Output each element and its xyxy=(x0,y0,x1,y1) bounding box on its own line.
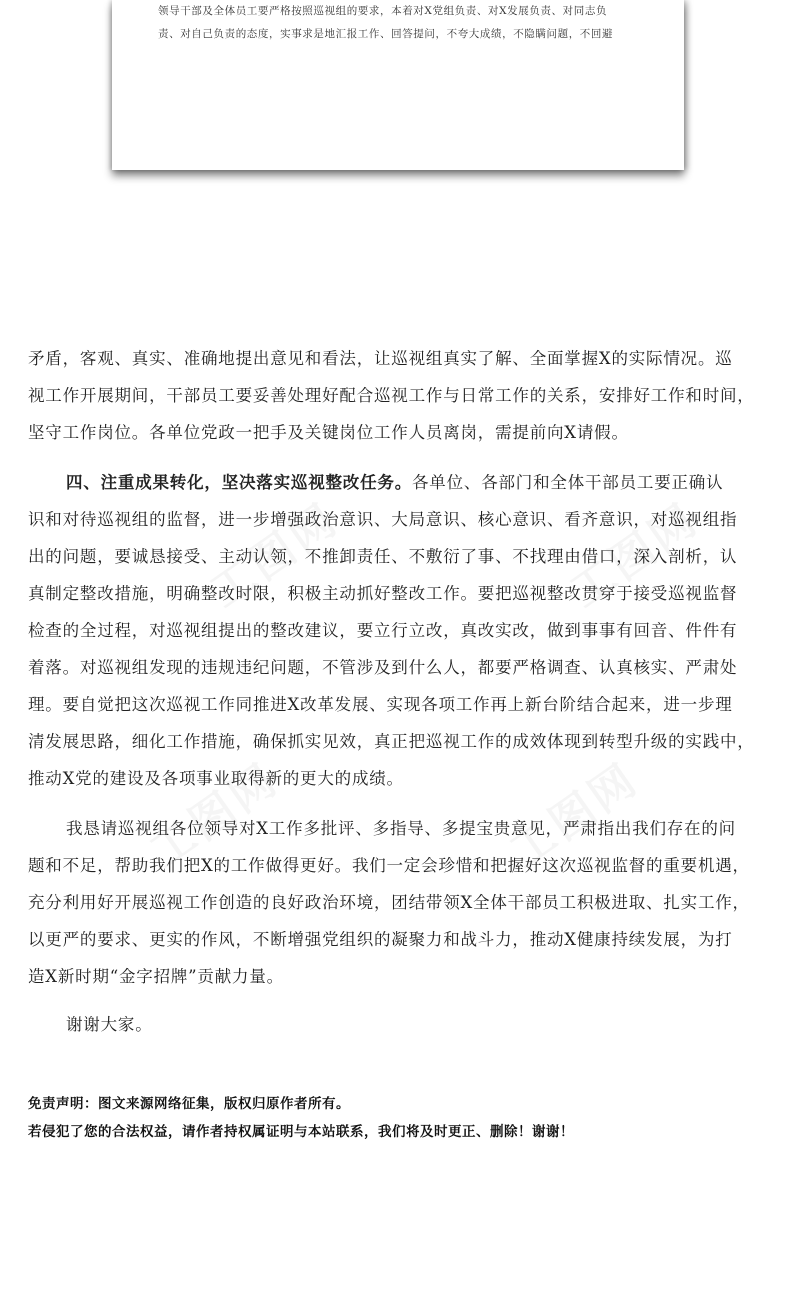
closing-line: 谢谢大家。 xyxy=(66,1015,153,1034)
disclaimer-line: 免责声明：图文来源网络征集，版权归原作者所有。 xyxy=(28,1096,350,1112)
text-line: 矛盾，客观、真实、准确地提出意见和看法，让巡视组真实了解、全面掌握X的实际情况。巡 xyxy=(28,349,733,368)
paragraph xyxy=(28,810,750,995)
paragraph xyxy=(28,464,755,797)
text-line: 坚守工作岗位。各单位党政一把手及关键岗位工作人员离岗，需提前向X请假。 xyxy=(28,423,629,442)
text-line: 推动X党的建设及各项事业取得新的更大的成绩。 xyxy=(28,769,404,788)
text-line xyxy=(28,464,755,501)
text-line: 检查的全过程，对巡视组提出的整改建议，要立行立改，真改实改，做到事事有回音、件件有 xyxy=(28,621,738,640)
paragraph xyxy=(28,340,755,451)
section-heading: 四、注重成果转化，坚决落实巡视整改任务。 xyxy=(66,473,412,492)
text-line: 理。要自觉把这次巡视工作同推进X改革发展、实现各项工作再上新台阶结合起来，进一步理 xyxy=(28,695,733,714)
disclaimer-line: 若侵犯了您的合法权益，请作者持权属证明与本站联系，我们将及时更正、删除！谢谢！ xyxy=(28,1124,574,1140)
text-fragment: 各单位、各部门和全体干部员工要正确认 xyxy=(412,473,724,492)
text-line: 真制定整改措施，明确整改时限，积极主动抓好整改工作。要把巡视整改贯穿于接受巡视监督 xyxy=(28,584,738,603)
preview-text xyxy=(158,0,648,46)
text-line: 着落。对巡视组发现的违规违纪问题，不管涉及到什么人，都要严格调查、认真核实、严肃处 xyxy=(28,658,738,677)
preview-line: 领导干部及全体员工要严格按照巡视组的要求，本着对X党组负责、对X发展负责、对同志负 xyxy=(158,5,608,17)
text-line: 清发展思路，细化工作措施，确保抓实见效，真正把巡视工作的成效体现到转型升级的实践中， xyxy=(28,732,755,751)
disclaimer xyxy=(28,1090,774,1146)
text-line: 我恳请巡视组各位领导对X工作多批评、多指导、多提宝贵意见，严肃指出我们存在的问 xyxy=(66,819,736,838)
document-preview-card xyxy=(112,0,684,170)
text-line: 充分利用好开展巡视工作创造的良好政治环境，团结带领X全体干部员工积极进取、扎实工作， xyxy=(28,893,750,912)
text-line: 视工作开展期间，干部员工要妥善处理好配合巡视工作与日常工作的关系，安排好工作和时间， xyxy=(28,386,755,405)
text-line: 出的问题，要诚恳接受、主动认领，不推卸责任、不敷衍了事、不找理由借口，深入剖析，认 xyxy=(28,547,738,566)
text-line: 以更严的要求、更实的作风，不断增强党组织的凝聚力和战斗力，推动X健康持续发展，为打 xyxy=(28,930,733,949)
paragraph xyxy=(28,1006,153,1043)
text-line: 造X新时期“金字招牌”贡献力量。 xyxy=(28,967,284,986)
text-line: 识和对待巡视组的监督，进一步增强政治意识、大局意识、核心意识、看齐意识，对巡视组指 xyxy=(28,510,738,529)
preview-line: 责、对自己负责的态度，实事求是地汇报工作、回答提问，不夸大成绩，不隐瞒问题，不回避 xyxy=(158,28,614,40)
text-line: 题和不足，帮助我们把X的工作做得更好。我们一定会珍惜和把握好这次巡视监督的重要机遇， xyxy=(28,856,750,875)
